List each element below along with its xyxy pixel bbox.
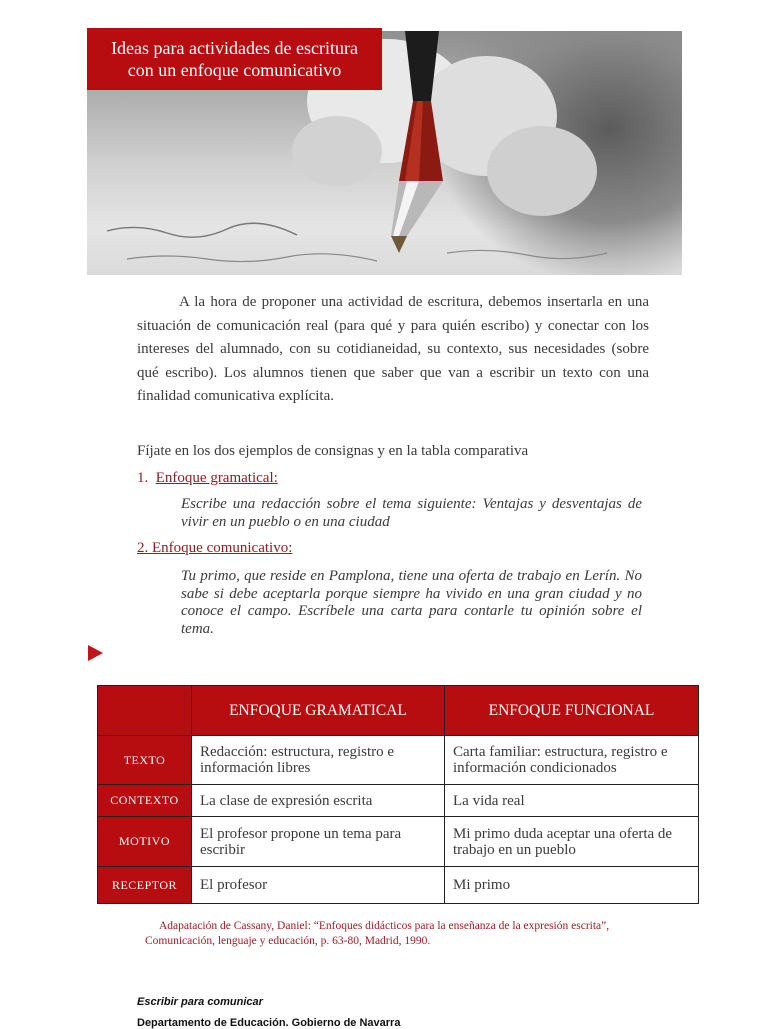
table-row <box>98 867 699 904</box>
table-cell: La clase de expresión escrita <box>192 785 445 817</box>
comparison-table <box>97 685 699 904</box>
table-cell: Redacción: estructura, registro e información libres <box>192 736 445 785</box>
bullet-arrow-icon <box>88 645 103 661</box>
row-label-motivo: MOTIVO <box>98 817 192 867</box>
example-1-title: Enfoque gramatical: <box>155 470 278 486</box>
table-header-empty <box>98 686 192 736</box>
table-cell: La vida real <box>445 785 699 817</box>
example-1-heading <box>137 470 278 487</box>
row-label-texto: TEXTO <box>98 736 192 785</box>
table-cell: Carta familiar: estructura, registro e información condicionados <box>445 736 699 785</box>
footer-title: Escribir para comunicar <box>137 996 263 1008</box>
row-label-receptor: RECEPTOR <box>98 867 192 904</box>
table-row <box>98 785 699 817</box>
footer-department: Departamento de Educación. Gobierno de Navarra <box>137 1017 401 1029</box>
intro-text: A la hora de proponer una actividad de escritura, debemos insertarla en una situación de comunicación real (para qué y para quién escribo) y conectar con los intereses del alumnado, con su cotidianeidad, su contexto, sus necesidades (sobre qué escribo). Los alumnos tienen que saber que van a escribir un texto con una finalidad comunicativa explícita. <box>137 294 649 404</box>
example-2-text: Tu primo, que reside en Pamplona, tiene una oferta de trabajo en Lerín. No sabe si debe aceptarla porque siempre ha vivido en una gran ciudad y no conoce el campo. Escríbele una carta para contarle tu opinión sobre el tema. <box>181 568 642 637</box>
intro-note: Fíjate en los dos ejemplos de consignas y en la tabla comparativa <box>137 443 529 459</box>
example-1-text: Escribe una redacción sobre el tema siguiente: Ventajas y desventajas de vivir en un pueblo o en una ciudad <box>181 496 642 530</box>
table-cell: El profesor <box>192 867 445 904</box>
example-2-number: 2. <box>137 540 149 556</box>
table-cell: El profesor propone un tema para escribir <box>192 817 445 867</box>
example-1-number: 1. <box>137 470 149 486</box>
example-2-heading <box>137 540 292 557</box>
table-header-funcional: ENFOQUE FUNCIONAL <box>445 686 699 736</box>
page-title-line1: Ideas para actividades de escritura <box>111 38 358 58</box>
table-row <box>98 817 699 867</box>
table-row <box>98 736 699 785</box>
row-label-contexto: CONTEXTO <box>98 785 192 817</box>
citation <box>145 919 645 949</box>
table-cell: Mi primo duda aceptar una oferta de trabajo en un pueblo <box>445 817 699 867</box>
table-header-gramatical: ENFOQUE GRAMATICAL <box>192 686 445 736</box>
page-title <box>87 28 382 90</box>
example-2-title: Enfoque comunicativo: <box>152 540 293 556</box>
page-title-line2: con un enfoque comunicativo <box>127 60 342 80</box>
table-cell: Mi primo <box>445 867 699 904</box>
intro-paragraph <box>137 291 649 409</box>
table-header-row <box>98 686 699 736</box>
citation-text: Adapatación de Cassany, Daniel: “Enfoques didácticos para la enseñanza de la expresión escrita”, Comunicación, lenguaje y educación, p. 63-80, Madrid, 1990. <box>145 920 610 947</box>
